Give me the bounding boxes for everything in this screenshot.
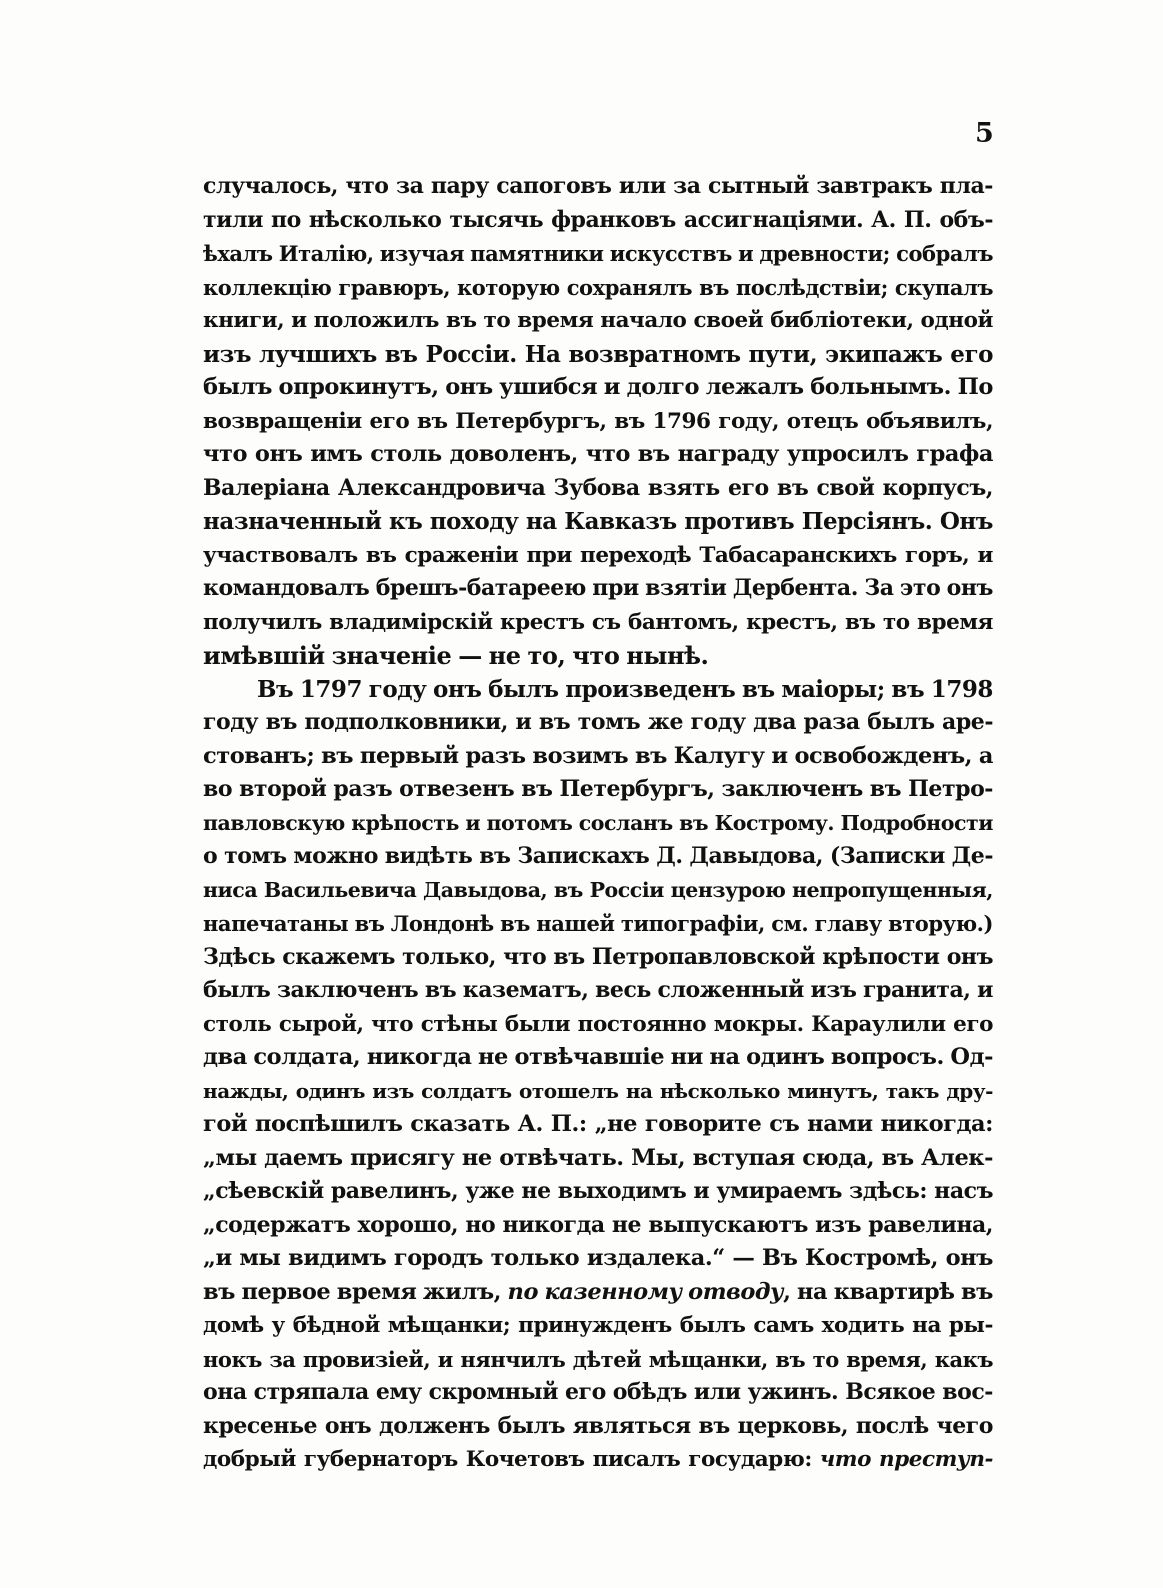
text-line: напечатаны въ Лондонѣ въ нашей типографіи, см. главу вторую.) [203, 911, 993, 936]
body-text [203, 170, 993, 1477]
text-line: возвращеніи его въ Петербургъ, въ 1796 году, отецъ объявилъ, [203, 408, 993, 434]
text-line: „мы даемъ присягу не отвѣчать. Мы, вступая сюда, въ Алек- [203, 1144, 993, 1171]
text-line: стованъ; въ первый разъ возимъ въ Калугу и освобожденъ, а [203, 742, 993, 769]
text-line: столь сырой, что стѣны были постоянно мокры. Караулили его [203, 1011, 993, 1037]
text-line: домѣ у бѣдной мѣщанки; принужденъ былъ самъ ходить на ры- [203, 1313, 993, 1338]
text-line: „содержатъ хорошо, но никогда не выпускаютъ изъ равелина, [203, 1211, 993, 1238]
text-line: что онъ имъ столь доволенъ, что въ награду упросилъ графа [203, 441, 993, 467]
text-line: нажды, одинъ изъ солдатъ отошелъ на нѣсколько минутъ, такъ дру- [203, 1078, 993, 1103]
text-line: гой поспѣшилъ сказать А. П.: „не говорите съ нами никогда: [203, 1111, 993, 1137]
text-line: изъ лучшихъ въ Россіи. На возвратномъ пути, экипажъ его [203, 340, 993, 368]
text-line: имѣвшій значеніе — не то, что нынѣ. [203, 641, 709, 670]
text-line: получилъ владимірскій крестъ съ бантомъ, крестъ, въ то время [203, 609, 993, 635]
text-segment: добрый губернаторъ Кочетовъ писалъ государю: [203, 1447, 820, 1472]
text-line: павловскую крѣпость и потомъ сосланъ въ Кострому. Подробности [203, 810, 993, 835]
text-line: ниса Васильевича Давыдова, въ Россіи цензурою непропущенныя, [203, 877, 993, 902]
text-line-with-italic [203, 1276, 993, 1310]
text-line: нокъ за провизіей, и нянчилъ дѣтей мѣщанки, въ то время, какъ [203, 1346, 993, 1372]
text-line: книги, и положилъ въ то время начало своей библіотеки, одной [203, 308, 993, 333]
text-line: участвовалъ въ сраженіи при переходѣ Табасаранскихъ горъ, и [203, 542, 993, 568]
text-line-with-italic [203, 1443, 993, 1477]
text-segment: въ первое время жилъ, [203, 1278, 508, 1305]
text-line: тили по нѣсколько тысячь франковъ ассигнаціями. А. П. объ- [203, 206, 993, 233]
paragraph-2 [203, 673, 993, 1477]
text-line: два солдата, никогда не отвѣчавшіе ни на одинъ вопросъ. Од- [203, 1044, 993, 1070]
text-line: Валеріана Александровича Зубова взять его въ свой корпусъ, [203, 474, 993, 501]
italic-phrase: что преступ- [819, 1447, 993, 1472]
text-line: былъ опрокинутъ, онъ ушибся и долго лежалъ больнымъ. По [203, 374, 993, 400]
text-line: кресенье онъ долженъ былъ являться въ церковь, послѣ чего [203, 1412, 993, 1439]
text-line: назначенный къ походу на Кавказъ противъ Персіянъ. Онъ [203, 508, 993, 535]
paragraph-1 [203, 170, 993, 673]
italic-phrase: по казенному отводу [507, 1278, 784, 1305]
text-line: Въ 1797 году онъ былъ произведенъ въ маіоры; въ 1798 [257, 675, 993, 703]
text-line: она стряпала ему скромный его обѣдъ или ужинъ. Всякое вос- [203, 1379, 993, 1405]
page-number: 5 [975, 118, 994, 149]
text-line: командовалъ брешъ-батареею при взятіи Дербента. За это онъ [203, 575, 993, 601]
text-line: „и мы видимъ городъ только издалека.“ — Въ Костромѣ, онъ [203, 1245, 993, 1271]
text-segment: , на квартирѣ въ [783, 1278, 993, 1305]
text-line: былъ заключенъ въ казематъ, весь сложенный изъ гранита, и [203, 977, 993, 1003]
text-line: случалось, что за пару сапоговъ или за сытный завтракъ пла- [203, 173, 993, 199]
text-line: во второй разъ отвезенъ въ Петербургъ, заключенъ въ Петро- [203, 776, 993, 802]
text-line: коллекцію гравюръ, которую сохранялъ въ послѣдствіи; скупалъ [203, 274, 993, 300]
text-line: Здѣсь скажемъ только, что въ Петропавловской крѣпости онъ [203, 943, 993, 970]
text-line: году въ подполковники, и въ томъ же году два раза былъ аре- [203, 709, 993, 735]
text-line: о томъ можно видѣть въ Запискахъ Д. Давыдова, (Записки Де- [203, 843, 993, 869]
text-line: ѣхалъ Италію, изучая памятники искусствъ и древности; собралъ [203, 241, 993, 266]
text-line: „сѣевскій равелинъ, уже не выходимъ и умираемъ здѣсь: насъ [203, 1178, 993, 1204]
